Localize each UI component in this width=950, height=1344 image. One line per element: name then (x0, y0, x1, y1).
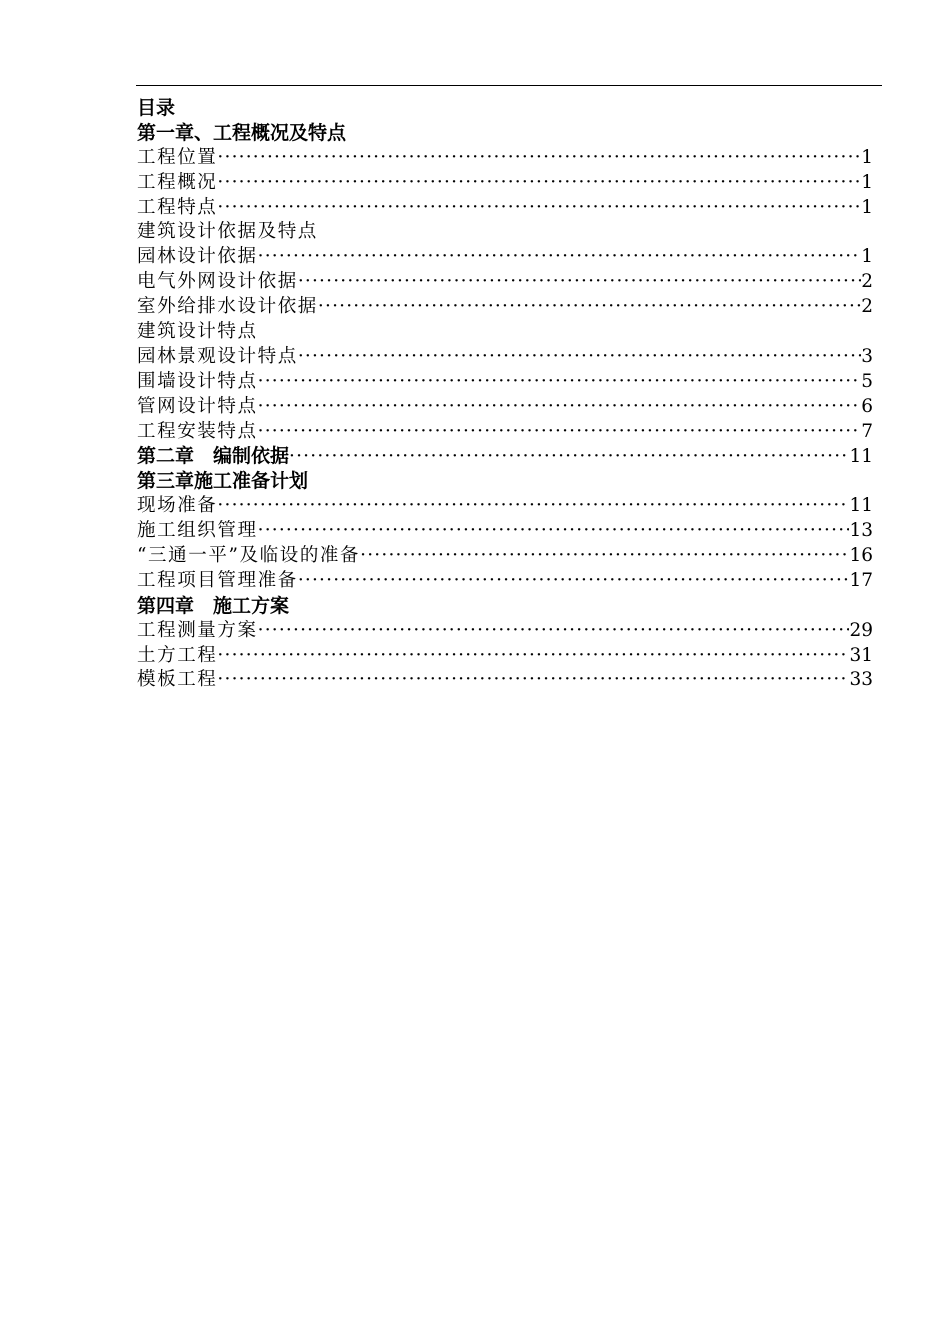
toc-entry-title: 工程概况 (137, 171, 218, 193)
toc-entry-title: 工程测量方案 (137, 619, 258, 641)
dot-leader (360, 544, 849, 569)
toc-entry-title: 工程安装特点 (137, 420, 258, 442)
toc-entry-title: 模板工程 (137, 669, 218, 691)
toc-entry-title: 建筑设计特点 (137, 321, 258, 343)
toc-entry-page: 16 (849, 545, 873, 567)
toc-entry-page: 31 (849, 644, 873, 666)
toc-entry (137, 544, 873, 569)
toc-entry (137, 295, 873, 320)
toc-entry-page: 11 (849, 446, 873, 468)
toc-entry-page: 7 (861, 420, 873, 442)
toc-entry-title: 园林设计依据 (137, 246, 258, 268)
toc-entry-title: 管网设计特点 (137, 395, 258, 417)
toc-entry (137, 519, 873, 544)
dot-leader (217, 494, 849, 519)
toc-entry-title: 第三章施工准备计划 (137, 470, 309, 493)
toc-entry (137, 569, 873, 594)
dot-leader (258, 420, 862, 445)
toc-entry (137, 668, 873, 693)
toc-entry (137, 196, 873, 221)
dot-leader (217, 668, 849, 693)
toc-entry-page: 17 (849, 569, 873, 591)
toc-entry-page: 2 (861, 271, 873, 293)
toc-entry-title: 现场准备 (137, 495, 218, 517)
toc-entry-title: 围墙设计特点 (137, 370, 258, 392)
toc-entry-page: 2 (861, 296, 873, 318)
toc-section-heading (137, 320, 873, 345)
toc-section-heading (137, 220, 873, 245)
toc-entry-page: 29 (849, 619, 873, 641)
header-rule (136, 85, 882, 86)
dot-leader (258, 519, 850, 544)
dot-leader (217, 644, 849, 669)
toc-entry-chapter-2 (137, 444, 873, 469)
toc-entry-chapter-4 (137, 594, 873, 619)
toc-entry-chapter-3 (137, 469, 873, 494)
dot-leader (289, 445, 849, 469)
toc-entry (137, 171, 873, 196)
toc-entry-page: 1 (861, 171, 873, 193)
toc-entry-title: 园林景观设计特点 (137, 345, 298, 367)
toc-entry-title: 第二章 编制依据 (137, 445, 290, 468)
toc-entry-page: 1 (861, 196, 873, 218)
dot-leader (258, 370, 862, 395)
toc-entry-title: 工程特点 (137, 196, 218, 218)
toc-entry-title: 土方工程 (137, 644, 218, 666)
toc-entry-page: 5 (861, 370, 873, 392)
toc-entry-title: 工程项目管理准备 (137, 569, 298, 591)
dot-leader (258, 245, 862, 270)
toc-entry-title: 第四章 施工方案 (137, 594, 290, 617)
toc-entry (137, 395, 873, 420)
toc-entry-page: 1 (861, 246, 873, 268)
toc-entry-title: 建筑设计依据及特点 (137, 221, 318, 243)
dot-leader (298, 345, 861, 370)
toc-entry (137, 345, 873, 370)
toc-entry (137, 270, 873, 295)
dot-leader (298, 569, 850, 594)
dot-leader (217, 196, 861, 221)
toc-entry (137, 619, 873, 644)
toc-entry-title: 室外给排水设计依据 (137, 296, 318, 318)
dot-leader (217, 146, 861, 171)
toc-entry-page: 33 (849, 669, 873, 691)
toc-entry-page: 1 (861, 146, 873, 168)
table-of-contents (137, 96, 873, 693)
toc-entry (137, 370, 873, 395)
toc-entry-page: 3 (861, 345, 873, 367)
toc-entry (137, 245, 873, 270)
toc-entry-page: 11 (849, 495, 873, 517)
dot-leader (318, 295, 861, 320)
toc-entry (137, 644, 873, 669)
toc-entry-title: 施工组织管理 (137, 520, 258, 542)
toc-entry-chapter-1 (137, 121, 873, 146)
toc-entry-title: “三通一平”及临设的准备 (137, 545, 361, 567)
toc-heading (137, 96, 873, 121)
dot-leader (258, 395, 862, 420)
dot-leader (258, 619, 850, 644)
toc-entry-title: 工程位置 (137, 146, 218, 168)
toc-entry-title: 第一章、工程概况及特点 (137, 121, 347, 144)
toc-entry (137, 494, 873, 519)
toc-entry-page: 6 (861, 395, 873, 417)
dot-leader (217, 171, 861, 196)
toc-entry-page: 13 (849, 520, 873, 542)
dot-leader (298, 270, 861, 295)
toc-entry (137, 146, 873, 171)
toc-entry-title: 电气外网设计依据 (137, 271, 298, 293)
toc-heading-text: 目录 (137, 97, 176, 119)
toc-entry (137, 420, 873, 445)
